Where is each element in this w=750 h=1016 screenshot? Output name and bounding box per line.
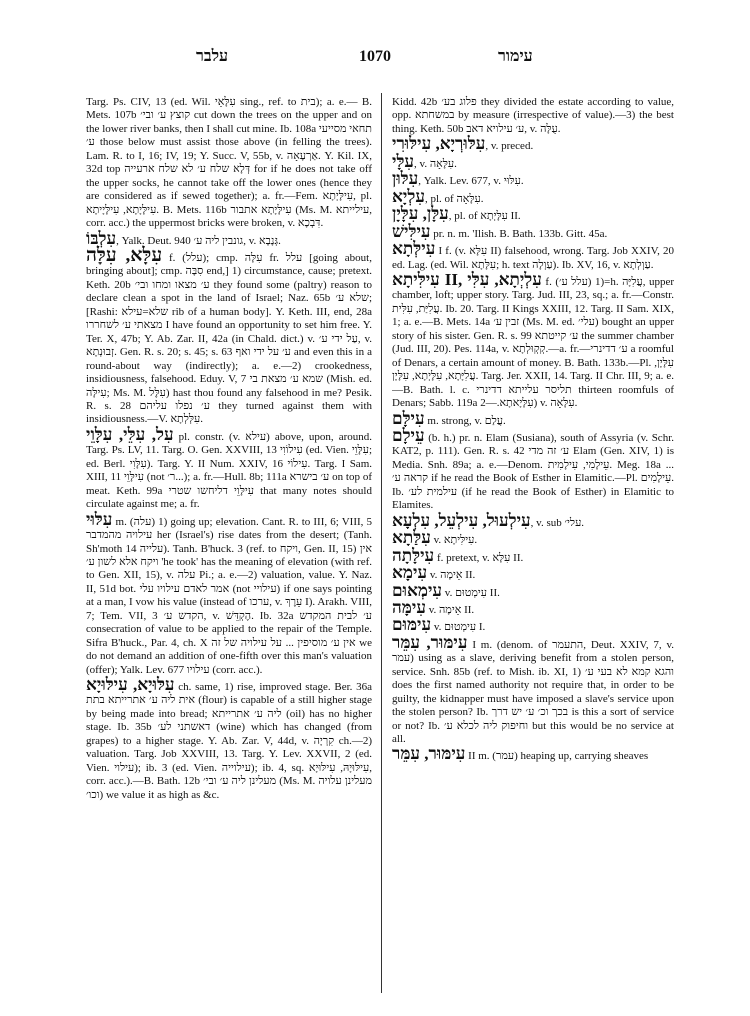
dictionary-entry [392,632,674,747]
entry-text: (b. h.) pr. n. Elam (Susiana), south of Assyria (v. Schr. KAT2, p. 111). Gen. R. s. 42 ע׳ זה מדי Elam (Gen. XIV, 1) is Media. Snh. 89a; a. e.—Denom. עֵילָמִי, עִילָמִית. Meg. 18a ... קראה ע׳ if he read the Book of Esther in Elamitic.—Pl. עֵילָמִים. Ib. עילמית לע׳ (if he read the Book of Esther) in Elamitic to Elamites. [392,431,674,512]
entry-text: pl. of עִלָּיְתָא II. [454,210,521,223]
headword: עִלָּן, עִלָּיָן [392,204,449,224]
headword: עִל, עִלֵּי, עִלָּוֵי [86,424,174,444]
headword: עִימּוּם [392,615,432,635]
headword: עִלָּי [392,151,415,171]
dictionary-entry [392,597,674,617]
entry-text: f. (עלל ע׳) 1)=h. עֲלִיָּה, upper chamber, loft; upper story. Targ. Jud. III, 23, sq.; a. fr.—Constr. עֲלִיַּת, עִלִּית. Ib. 20. Targ. II Kings XXIII, 12. Targ. II Sam. XIX, 1; a. e.—B. Mets. 14a זבין ע׳ (Ms. M. ed. עלי׳) bought an upper story of his sister. Gen. R. s. 99 ע׳ קייטתא the summer chamber (Jud. III, 20). Pes. 114a, v. קְקְוּלְתָא.—a. fr.—ע׳ דדינרי a roomful of Denars, a certain amount of money. B. Bath. 133b.—Pl. עִלָּיָן, עֲלִיָּתָא, עִלָּיְתָא, עִלָּיָן. Targ. Jer. XXII, 14. Targ. II Chr. III, 9; a. e.—B. Bath. l. c. תליסר עלייתא דדינרי thirteen roomfuls of Denars; Sabb. 119a עִלָּיָאתָא.—2) v. עִלָּאָה. [392,275,674,410]
entry-text: f. (עלל); cmp. עִלָּה fr. עלל [going about, bringing about]; cmp. סִבָּה end,] 1) circumstance, cause; pretext. Keth. 20b ע׳ מצאו ומחו ובי׳ they found some (paltry) reason to declare clean a spot in the land of Israel; Naz. 65b שלא ע׳; [Rashi: שלא=עילא rib of a human body]. Y. Keth. III, end, 28a מצאתי ע׳ לשחררו I have found an opportunity to set him free. Y. Ter. X, 47b; Y. Ab. Zar. II, 42a (in Chald. dict.) v. עַל ידי ע׳, v. זְבוּנְתָא. Gen. R. s. 20; s. 45; s. 63 ע׳ על ידי ואף and even this in a round-about way (indirectly); a. e.—2) crookedness, insidiousness, falsehood. Eduy. V, 7 שמא ע׳ מצאת בי (Mish. ed. עִילָּה; Ms. M. עִלֶּל) hast thou found any falsehood in me? Pesik. R. s. 28 ע׳ נפלו עליהם they turned against them with insidiousness.—V. עִלְּלְתָא. [86,251,372,426]
entry-text: pl. of עִלָּאָה. [430,192,484,205]
dictionary-entry: עִילְעוּל, עִילְעֵל, עִלְעָא, v. sub עלי׳. [392,510,585,530]
entry-text: Kidd. 42b פלוג בע׳ they divided the estate according to value, opp. במשחתא by measure (irrespective of value).—3) the best thing. Keth. 50b ע׳ עילויא דאב, v. עֻלָּה. [392,96,674,135]
entry-text: II m. (עמר) heaping up, carrying sheaves [468,750,649,763]
dictionary-entry [392,580,674,600]
dictionary-entry: עִלְבּוֹ, Yalk. Deut. 940 גונבין ליה ע׳, v. גְּנָבָא. [86,228,281,248]
headword: עִילְּתָא [392,239,436,259]
headword: עִילָּם [392,408,425,428]
dictionary-entry [86,93,372,231]
entry-text: Yalk. Deut. 940 גונבין ליה ע׳, v. גְּנָבָא. [121,234,281,247]
dictionary-entry: עִלּוּרְיָא, עִילּוּרִי, v. preced. [392,134,534,154]
entry-text: v. אֵימָה II. [428,603,475,616]
page-number: 1070 [359,48,391,65]
entry-text: v. עִלָּאָה. [419,157,457,170]
headword: עֵילָם [392,425,425,445]
running-header [0,48,750,72]
dictionary-entry: עִלְיָא, pl. of עִלָּאָה. [392,186,484,206]
header-right-word: עימור [498,48,533,65]
dictionary-entry [86,244,372,427]
entry-text: pl. constr. (v. עילא) above, upon, around. Targ. Ps. LV, 11. Targ. O. Gen. XXVIII, 13 עִילוֹוִי (ed. Vien. עִלָּוֵי; ed. Berl. עִלָּוִי). Targ. Y. II Num. XXIV, 16 עִילוֹי. Targ. I Sam. XIII, 11 עִילָּוֵי (not ר׳...); a. fr.—Hull. 8b; 111a ע׳ בישרא on top of meat. Keth. 99a עִילָּוֵי דליחשו שטרי that many notes should circulate against me; a. fr. [86,430,372,511]
headword: עִימְאוּם [392,580,443,600]
dictionary-entry: עִלָּן, עִלָּיָן, pl. of עִלָּיְתָא II. [392,204,521,224]
entry-text: pr. n. m. 'Ilish. B. Bath. 133b. Gitt. 45a. [433,227,608,240]
left-column [86,93,372,993]
entry-text: I m. (denom. of התעמר, Deut. XXIV, 7, v. עמר) using as a slave, deriving benefit from a stolen person, service. Snh. 85b (ref. to Mish. ib. XI, 1) והגא קמא לא בעי ע׳ does the first named authority not require that, in order to be guilty, the kidnapper must have imposed a slave's service upon the stolen person? Ib. בכך וכ׳ ע׳ יש דרך is this a sort of service or not? Ib. וחיפוק ליה לכלא ע׳ but this would be no service at all. [392,638,674,746]
header-left-word: עלבר [196,48,229,65]
dictionary-entry [86,424,372,512]
dictionary-entry: עִלּוּן, Yalk. Lev. 677, v. עִלּוּי. [392,169,524,189]
dictionary-entry [392,744,674,764]
dictionary-entry [392,239,674,272]
headword: עִימָּה [392,597,426,617]
headword: עִילְעוּל, עִילְעֵל, עִלְעָא [392,510,531,530]
right-column [392,93,674,993]
headword: עִלַּתָא [392,528,431,548]
headword: עִלָּא, עִלָּה [86,244,163,266]
dictionary-entry [392,425,674,513]
headword: עִילִּיתָא II, עִלְיְתָא, עִלִּי [392,269,542,289]
headword: עִימּוּר, עִמֵּר [392,632,468,652]
entry-text: I f. (v. עִלָּא II) falsehood, wrong. Targ. Job XXIV, 20 ed. Lag. (ed. Wil. עִלָּתָא; h. text עַוְלָה). Ib. XV, 16, v. עַוְלְתָא. [392,245,674,271]
dictionary-entry [86,675,372,802]
entry-text: v. עִילִּיתָא. [433,534,478,547]
headword: עִלְיָא [392,186,425,206]
headword: עִימָא [392,563,428,583]
entry-text: v. אֵימָה II. [429,569,476,582]
entry-text: v. עִימְטוּם I. [433,621,486,634]
dictionary-entry [392,408,674,428]
dictionary-entry [86,509,372,677]
dictionary-entry [392,528,674,548]
headword: עִילִּישׁ [392,221,431,241]
headword: עִלּוּן [392,169,419,189]
entry-text: Targ. Ps. CIV, 13 (ed. Wil. עִלָּאֵי sing., ref. to בית); a. e.— B. Mets. 107b קוצץ ע׳ ובי׳ cut down the trees on the upper and on the lower river banks, then I shall cut mine. Ib. 108a תחאי מסייעי ע׳ those below must assist those above (in felling the trees). Lam. R. to I, 16; IV, 19; Y. Succ. V, 55b, v. אַרְעָאָה. Y. Kil. IX, 32d top דְּלָא שלח ע׳ לא שלח ארעייה for if he does not take off the upper socks, he cannot take off the lower ones (hence they are considered as if sewed together); a. fr.—Fem. עִילָּיְתָא, pl. עִילָּיָתָא, עִילָּיָיתָא. B. Mets. 116b עִילָּיָתָא אתבור (Ms. M. עילייתא, corr. acc.) the uppermost bricks were broken, v. דִּבְכָא. [86,96,372,230]
entry-text: v. preced. [490,140,534,153]
entry-text: v. עִימְטוּם II. [444,586,500,599]
entry-text: f. pretext, v. עִלָּא II. [436,551,524,564]
headword: עִילָּתָה [392,545,435,565]
dictionary-entry [392,93,674,136]
entry-text: v. sub עלי׳. [536,516,585,529]
dictionary-entry [392,269,674,411]
headword: עִלּוּי [86,509,113,529]
entry-text: ch. same, 1) rise, improved stage. Ber. 36a אית ליה ע׳ אתרייתא בתת (flour) is capable of a still higher stage by being made into bread; ליה ע׳ אתרייתא (oil) has no higher stage. Ib. 35b דאשתני לע׳ (wine) which has changed (from grapes) to a higher stage. Y. Ab. Zar. V, 44d, v. קִרְיָה ch.—2) valuation. Targ. Job XXVIII, 13. Targ. Y. Lev. XXVII, 2 (ed. Vien. עילוי); ib. 3 (ed. Vien. עילוייה); ib. 4, sq. עִילּוּיָהּ, עִילּוּיָא, corr. acc.).—B. Bath. 12b מעלינן ליה ע׳ ובי׳ (Ms. M. מעלינן עלויה וכו׳) we value it as high as &c. [86,681,372,801]
entry-text: m. strong, v. עֲלַם. [427,414,506,427]
entry-text: m. (עלה) 1) going up; elevation. Cant. R. to III, 6; VIII, 5 עילויה מהמדבר her (Israel's) rise dates from the desert; (Tanh. Sh'moth 14 עלייה). Tanh. B'huck. 3 (ref. to ויקח, Gen. II, 15) אין ויקח אלא לשון ע׳ 'he took' has the meaning of elevation (with ref. to Gen. XII, 15), v. עלה Pi.; a. e.—2) valuation, value. Y. Naz. II, 51d bot. אמר לאדם עילויו עלי (not עילויי) if one says pointing at a man, I vow his value (instead of ערכו, v. עֵרֶךְ I). Arakh. VIII, 7; Tem. VII, 3 הקדש ע׳, v. הֶקְדֵּשׁ. Ib. 32a ע׳ לבית המקדש consecration of value to be applied to the repair of the Temple. Sifra B'huck., Par. 4, ch. X אין ע׳ מוסיפין ... על עילויה של זה we do not demand an addition of one-fifth over this man's valuation (offer); Yalk. Lev. 677 עילויו (corr. acc.). [86,515,372,676]
headword: עִלְבּוֹ [86,228,117,248]
column-divider [381,93,382,993]
headword: עִלּוּרְיָא, עִילּוּרִי [392,134,486,154]
entry-text: Yalk. Lev. 677, v. עִלּוּי. [423,175,524,188]
headword: עִימּוּר, עִמֵּר [392,744,466,764]
headword: עִלּוּיָא, עִילּוּיָא [86,675,175,695]
dictionary-entry: עִלָּי, v. עִלָּאָה. [392,151,457,171]
dictionary-entry [392,545,674,565]
